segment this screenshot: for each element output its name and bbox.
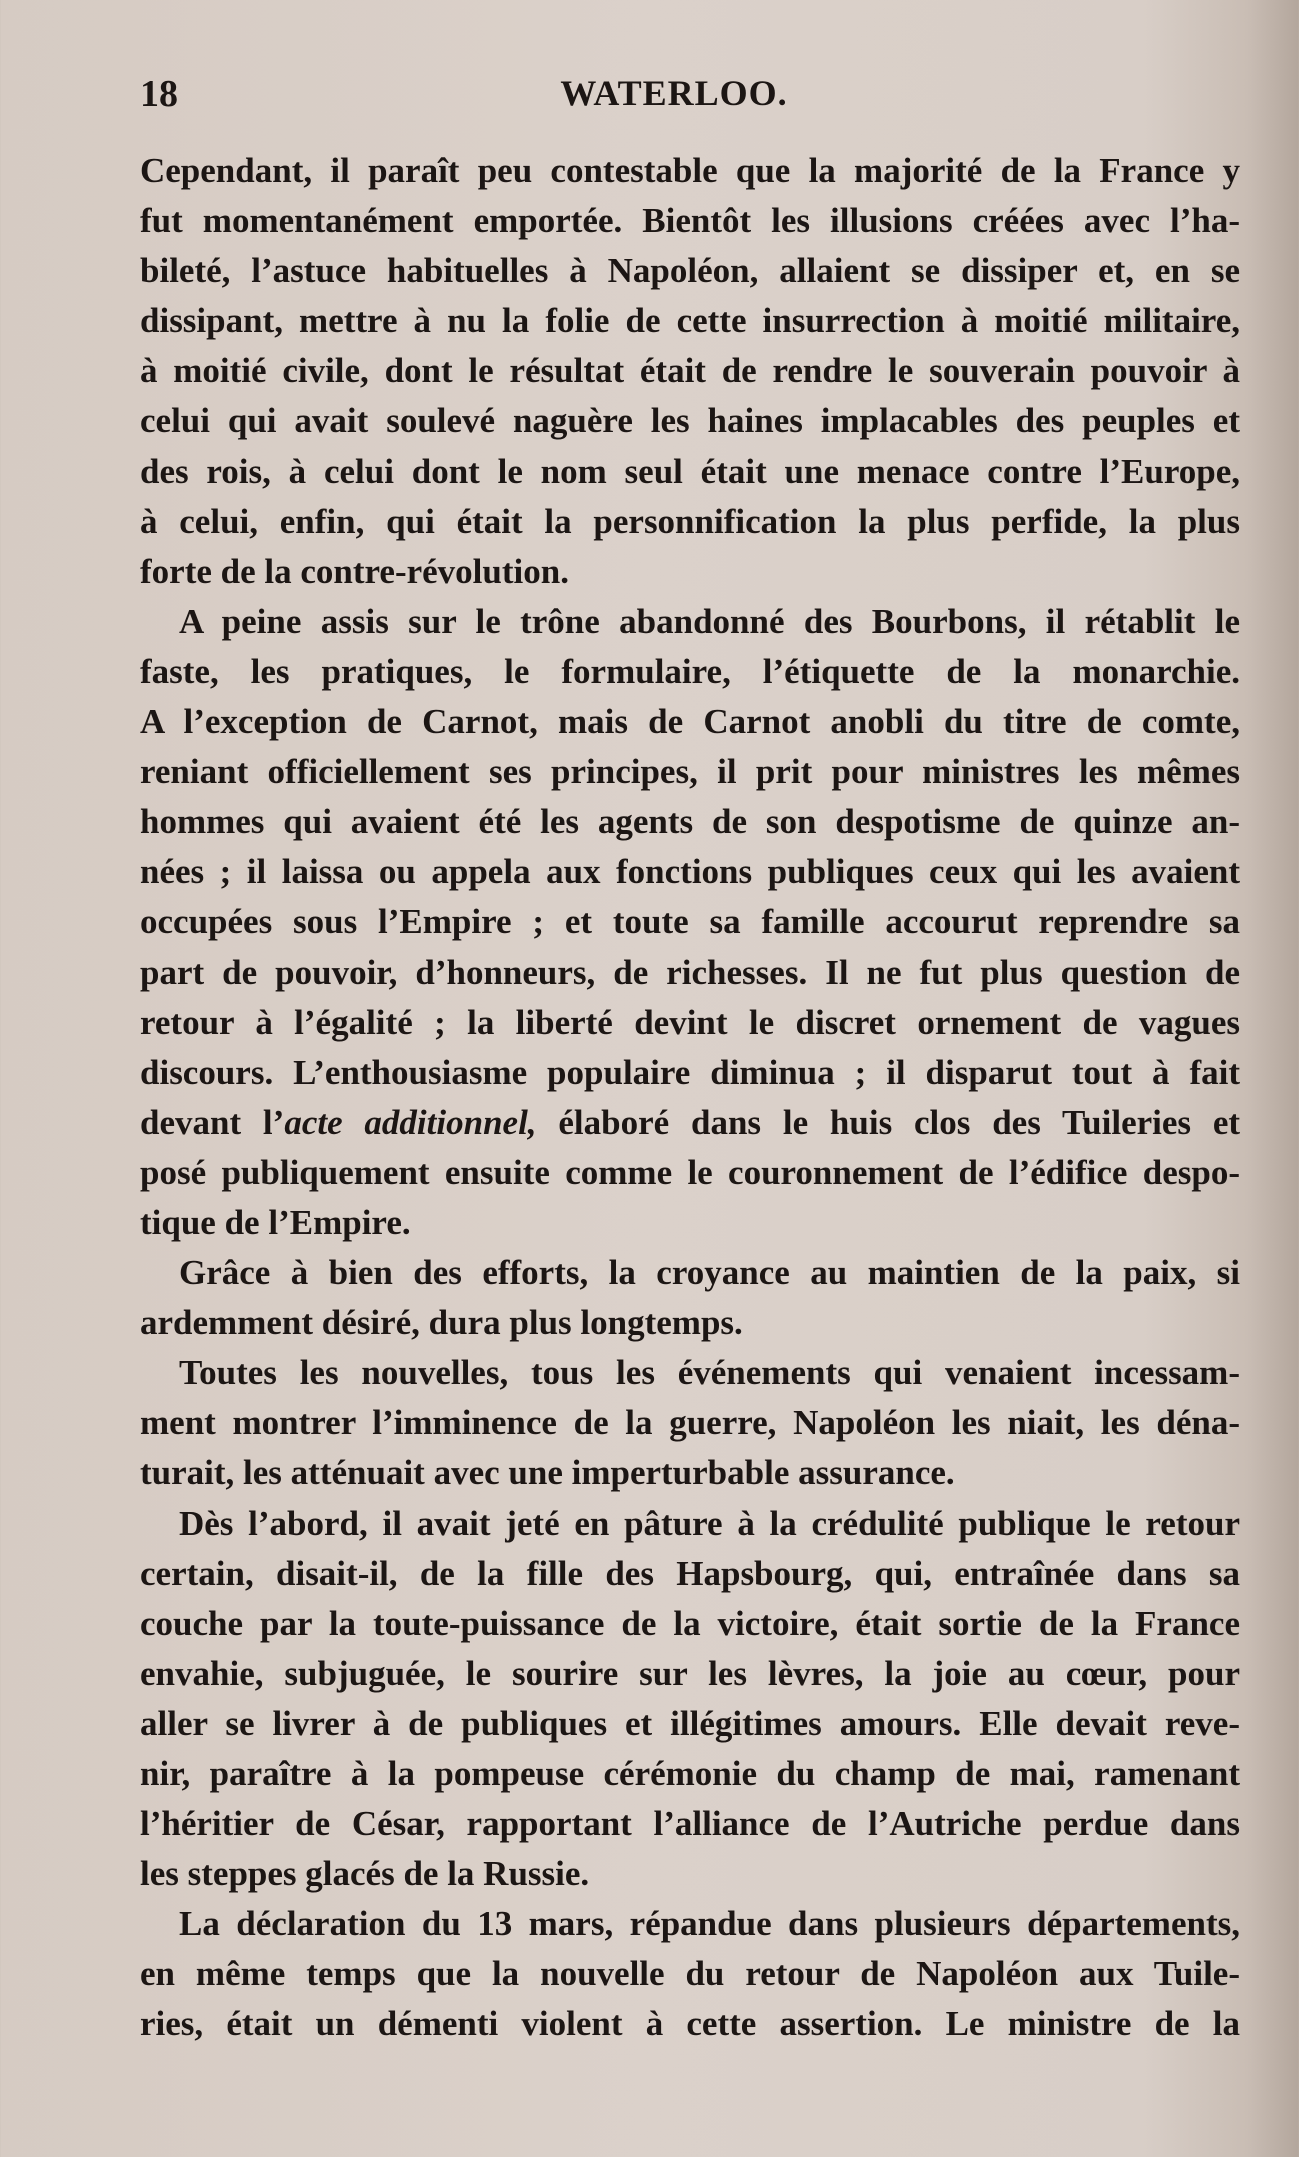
text-line: tique de l’Empire. [140,1202,411,1242]
page-number: 18 [140,73,178,115]
text-line: dissipant, mettre à nu la folie de cette insurrection à moitié militaire, [140,301,1240,341]
text-line: Dès l’abord, il avait jeté en pâture à la crédulité publique le retour [179,1503,1240,1543]
text-line: ment montrer l’imminence de la guerre, Napoléon les niait, les déna- [140,1403,1240,1443]
text-line: à moitié civile, dont le résultat était de rendre le souverain pouvoir à [140,351,1240,391]
text-line: envahie, subjuguée, le sourire sur les lèvres, la joie au cœur, pour [140,1653,1240,1693]
text-line: aller se livrer à de publiques et illégitimes amours. Elle devait reve- [140,1703,1240,1743]
body-text [140,146,1240,2050]
text-line: Toutes les nouvelles, tous les événements qui venaient incessam- [179,1353,1240,1393]
text-line: A l’exception de Carnot, mais de Carnot anobli du titre de comte, [140,702,1240,742]
text-line: des rois, à celui dont le nom seul était une menace contre l’Europe, [140,451,1240,491]
text-line: occupées sous l’Empire ; et toute sa famille accourut reprendre sa [140,902,1240,942]
text-line: La déclaration du 13 mars, répandue dans plusieurs départements, [179,1904,1240,1944]
text-line: fut momentanément emportée. Bientôt les illusions créées avec l’ha- [140,201,1240,241]
text-line: turait, les atténuait avec une imperturbable assurance. [140,1453,955,1493]
running-title: WATERLOO. [560,73,788,113]
text-segment: devant l’ [140,1102,285,1142]
text-line: retour à l’égalité ; la liberté devint le discret ornement de vagues [140,1002,1240,1042]
text-line: Grâce à bien des efforts, la croyance au maintien de la paix, si [179,1253,1240,1293]
text-line: reniant officiellement ses principes, il prit pour ministres les mêmes [140,752,1240,792]
text-line: Cependant, il paraît peu contestable que la majorité de la France y [140,151,1240,190]
text-line: certain, disait-il, de la fille des Hapsbourg, qui, entraînée dans sa [140,1553,1240,1593]
text-line: nir, paraître à la pompeuse cérémonie du champ de mai, ramenant [140,1754,1240,1793]
text-line: l’héritier de César, rapportant l’alliance de l’Autriche perdue dans [140,1804,1240,1844]
text-line: faste, les pratiques, le formulaire, l’étiquette de la monarchie. [140,651,1240,691]
text-line: A peine assis sur le trône abandonné des Bourbons, il rétablit le [179,601,1240,641]
text-line: part de pouvoir, d’honneurs, de richesses. Il ne fut plus question de [140,952,1240,992]
text-line: forte de la contre-révolution. [140,551,569,591]
text-line [140,1098,1240,1148]
text-line: discours. L’enthousiasme populaire diminua ; il disparut tout à fait [140,1052,1240,1092]
italic-phrase: acte additionnel, [284,1102,537,1142]
text-line: ries, était un démenti violent à cette assertion. Le ministre de la [140,2004,1240,2044]
text-line: posé publiquement ensuite comme le couronnement de l’édifice despo- [140,1152,1240,1192]
text-line: couche par la toute-puissance de la victoire, était sortie de la France [140,1603,1240,1643]
text-line: à celui, enfin, qui était la personnification la plus perfide, la plus [140,501,1240,541]
text-line: nées ; il laissa ou appela aux fonctions publiques ceux qui les avaient [140,852,1240,892]
text-line: ardemment désiré, dura plus longtemps. [140,1303,743,1343]
text-line: bileté, l’astuce habituelles à Napoléon, allaient se dissiper et, en se [140,251,1240,291]
text-line: les steppes glacés de la Russie. [140,1854,590,1894]
text-line: en même temps que la nouvelle du retour de Napoléon aux Tuile- [140,1954,1240,1994]
text-line: celui qui avait soulevé naguère les haines implacables des peuples et [140,401,1240,441]
text-line: hommes qui avaient été les agents de son despotisme de quinze an- [140,802,1240,842]
text-segment: élaboré dans le huis clos des Tuileries et [536,1102,1241,1142]
